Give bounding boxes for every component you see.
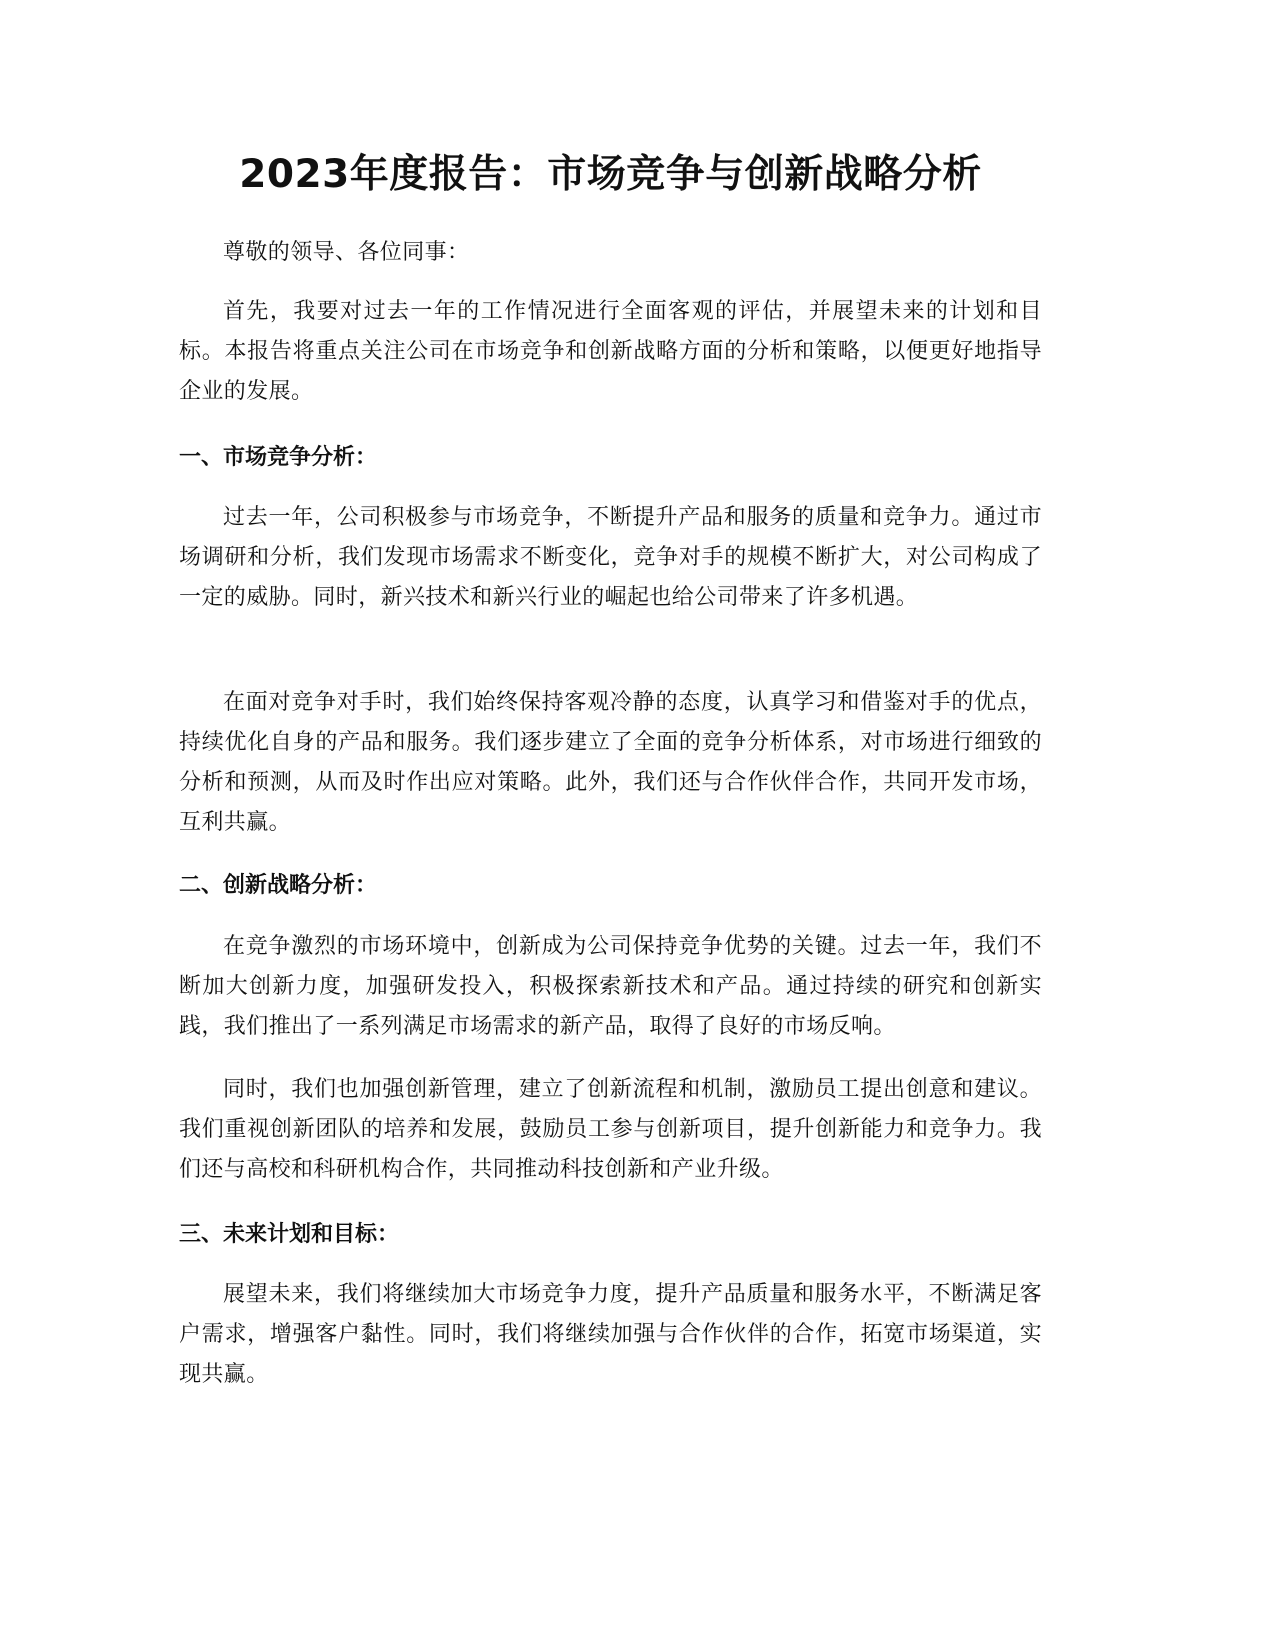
section-1-paragraph-2: 在面对竞争对手时，我们始终保持客观冷静的态度，认真学习和借鉴对手的优点，持续优化自身的产品和服务。我们逐步建立了全面的竞争分析体系，对市场进行细致的分析和预测，从而及时作出应对策略。此外，我们还与合作伙伴合作，共同开发市场，互利共赢。 [179, 690, 1042, 835]
section-heading-innovation-strategy: 二、创新战略分析： [179, 873, 378, 898]
section-heading-market-competition: 一、市场竞争分析： [179, 445, 378, 470]
greeting-paragraph: 尊敬的领导、各位同事： [223, 240, 470, 265]
document-title: 2023年度报告：市场竞争与创新战略分析 [239, 152, 982, 197]
section-3-paragraph-1: 展望未来，我们将继续加大市场竞争力度，提升产品质量和服务水平，不断满足客户需求，增强客户黏性。同时，我们将继续加强与合作伙伴的合作，拓宽市场渠道，实现共赢。 [179, 1282, 1042, 1387]
section-1-paragraph-1: 过去一年，公司积极参与市场竞争，不断提升产品和服务的质量和竞争力。通过市场调研和分析，我们发现市场需求不断变化，竞争对手的规模不断扩大，对公司构成了一定的威胁。同时，新兴技术和新兴行业的崛起也给公司带来了许多机遇。 [179, 505, 1042, 610]
section-2-paragraph-2: 同时，我们也加强创新管理，建立了创新流程和机制，激励员工提出创意和建议。我们重视创新团队的培养和发展，鼓励员工参与创新项目，提升创新能力和竞争力。我们还与高校和科研机构合作，共同推动科技创新和产业升级。 [179, 1077, 1042, 1182]
section-2-paragraph-1: 在竞争激烈的市场环境中，创新成为公司保持竞争优势的关键。过去一年，我们不断加大创新力度，加强研发投入，积极探索新技术和产品。通过持续的研究和创新实践，我们推出了一系列满足市场需求的新产品，取得了良好的市场反响。 [179, 934, 1042, 1039]
section-heading-future-plans: 三、未来计划和目标： [179, 1222, 400, 1247]
intro-paragraph: 首先，我要对过去一年的工作情况进行全面客观的评估，并展望未来的计划和目标。本报告将重点关注公司在市场竞争和创新战略方面的分析和策略，以便更好地指导企业的发展。 [179, 299, 1042, 404]
